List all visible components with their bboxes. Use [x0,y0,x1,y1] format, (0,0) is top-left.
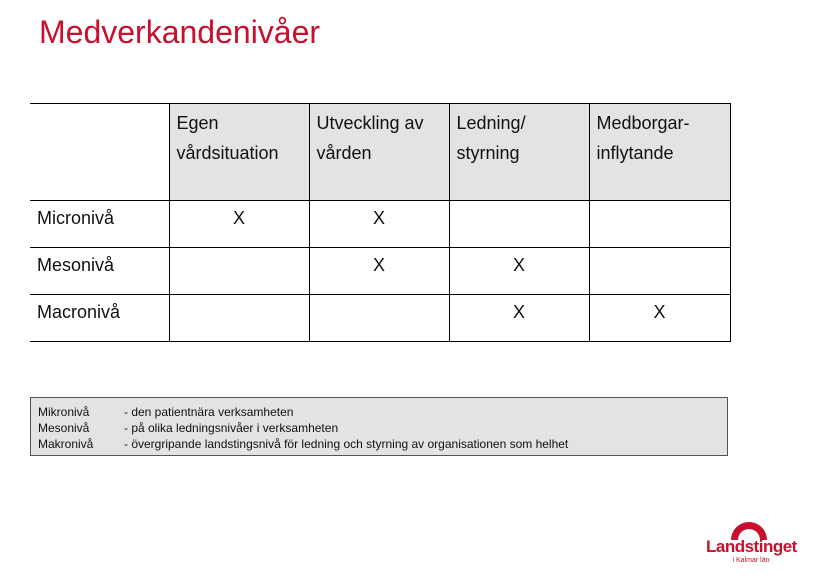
row-label: Mesonivå [30,248,169,295]
table-cell [169,295,309,342]
participation-level-table [30,103,731,342]
legend-definition: - övergripande landstingsnivå för ledning och styrning av organisationen som helhet [124,437,569,451]
legend-term: Mesonivå [38,421,90,435]
table-cell [589,201,730,248]
table-cell: X [309,248,449,295]
legend-item [38,404,727,420]
landstinget-logo [706,518,796,570]
table-cell: X [589,295,730,342]
table-cell [589,248,730,295]
header-label: Medborgar- inflytande [596,113,690,163]
table-header-row [30,104,730,201]
table-header-cell [449,104,589,201]
header-label: Egen vårdsituation [176,113,279,163]
table-cell: X [309,201,449,248]
table-cell: X [449,248,589,295]
header-label: Ledning/ styrning [456,113,526,163]
legend-definition: - på olika ledningsnivåer i verksamheten [124,421,339,435]
row-label: Macronivå [30,295,169,342]
table-cell: X [449,295,589,342]
table-header-cell [589,104,730,201]
table-row [30,248,730,295]
table-cell: X [169,201,309,248]
level-legend-box [30,397,728,456]
legend-item [38,436,727,452]
table-header-corner [30,104,169,201]
logo-subtitle: i Kalmar län [732,557,770,564]
legend-term: Mikronivå [38,405,90,419]
table-row [30,201,730,248]
table-header-cell [309,104,449,201]
logo-wordmark: Landstinget [706,537,797,556]
legend-item [38,420,727,436]
table-cell [309,295,449,342]
table-row [30,295,730,342]
table-cell [169,248,309,295]
table-header-cell [169,104,309,201]
header-label: Utveckling av vården [316,113,424,163]
legend-definition: - den patientnära verksamheten [124,405,294,419]
table-cell [449,201,589,248]
legend-term: Makronivå [38,437,94,451]
row-label: Micronivå [30,201,169,248]
page-title: Medverkandenivåer [39,14,321,50]
